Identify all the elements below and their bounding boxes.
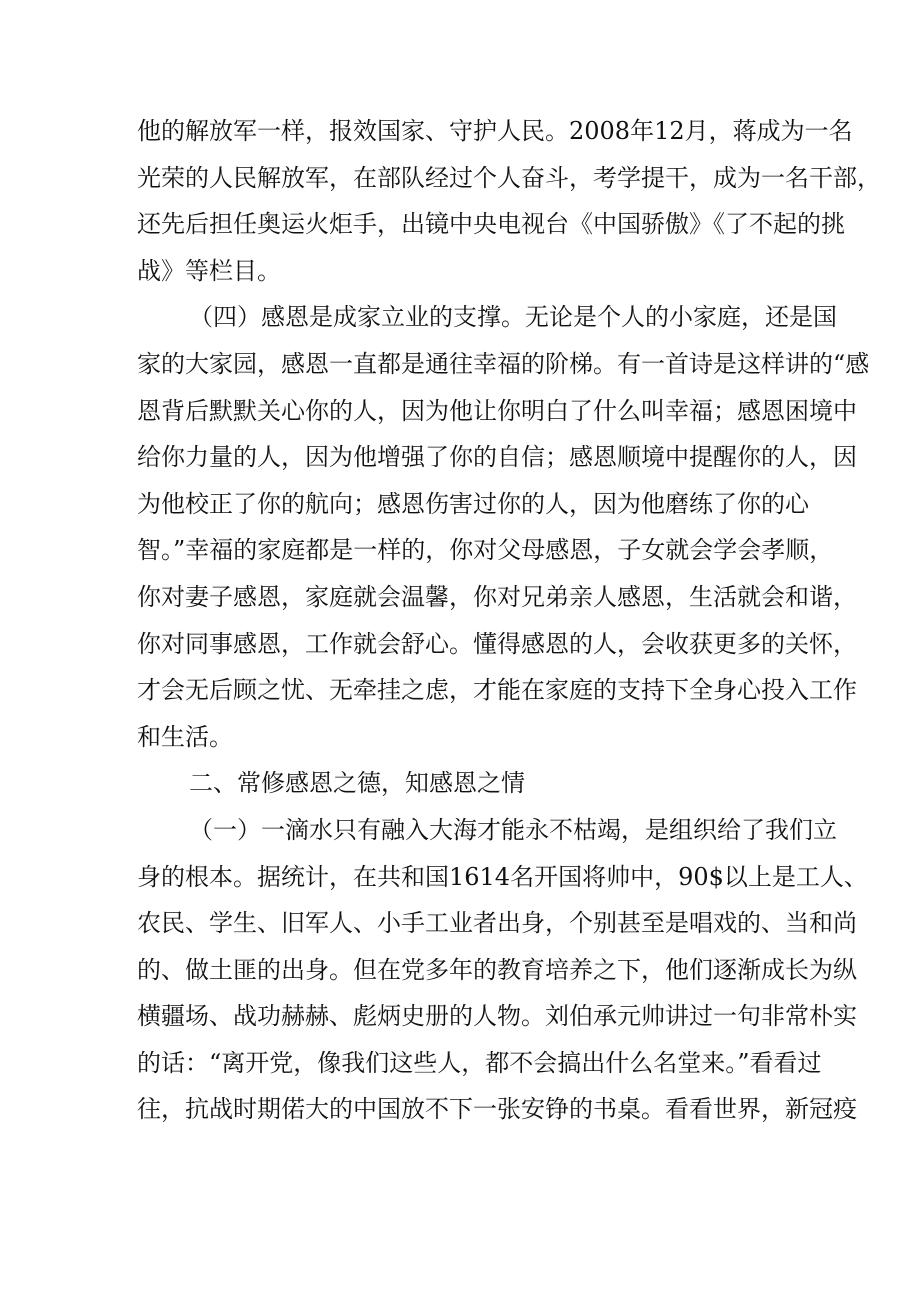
text-line: 和生活。 [137,722,233,751]
text-line: 他的解放军一样，报效国家、守护人民。2008年12月，蒋成为一名 [137,117,853,145]
text-line: 身的根本。据统计，在共和国1614名开国将帅中，90$以上是工人、 [137,862,868,891]
text-line: 才会无后顾之忧、无牵挂之虑，才能在家庭的支持下全身心投入工作 [137,676,857,705]
text-line: 光荣的人民解放军，在部队经过个人奋斗，考学提干，成为一名干部， [137,163,881,192]
section-heading: 二、常修感恩之德，知感恩之情 [189,769,525,798]
text-line: 的话：“离开党，像我们这些人，都不会搞出什么名堂来。”看看过 [137,1048,822,1077]
text-line: 农民、学生、旧军人、小手工业者出身，个别甚至是唱戏的、当和尚 [137,909,857,938]
paragraph-first-line: （四）感恩是成家立业的支撑。无论是个人的小家庭，还是国 [189,303,837,332]
text-line: 你对同事感恩，工作就会舒心。懂得感恩的人，会收获更多的关怀， [137,629,857,658]
text-line: 智。”幸福的家庭都是一样的，你对父母感恩，子女就会学会孝顺， [137,536,834,565]
body-text [137,108,881,1133]
text-line: 为他校正了你的航向；感恩伤害过你的人，因为他磨练了你的心 [137,489,809,518]
text-line: 的、做土匪的出身。但在党多年的教育培养之下，他们逐渐成长为纵 [137,955,857,984]
text-line: 家的大家园，感恩一直都是通往幸福的阶梯。有一首诗是这样讲的“感 [137,349,870,378]
text-line: 还先后担任奥运火炬手，出镜中央电视台《中国骄傲》《了不起的挑 [137,210,845,239]
text-line: 恩背后默默关心你的人，因为他让你明白了什么叫幸福；感恩困境中 [137,396,857,425]
text-line: 你对妻子感恩，家庭就会温馨，你对兄弟亲人感恩，生活就会和谐， [137,582,857,611]
text-line: 横疆场、战功赫赫、彪炳史册的人物。刘伯承元帅讲过一句非常朴实 [137,1002,857,1031]
paragraph-first-line: （一）一滴水只有融入大海才能永不枯竭，是组织给了我们立 [189,815,837,844]
text-line: 往，抗战时期偌大的中国放不下一张安铮的书桌。看看世界，新冠疫 [137,1095,857,1124]
text-line: 给你力量的人，因为他增强了你的自信；感恩顺境中提醒你的人，因 [137,443,857,472]
text-line: 战》等栏目。 [137,256,281,285]
